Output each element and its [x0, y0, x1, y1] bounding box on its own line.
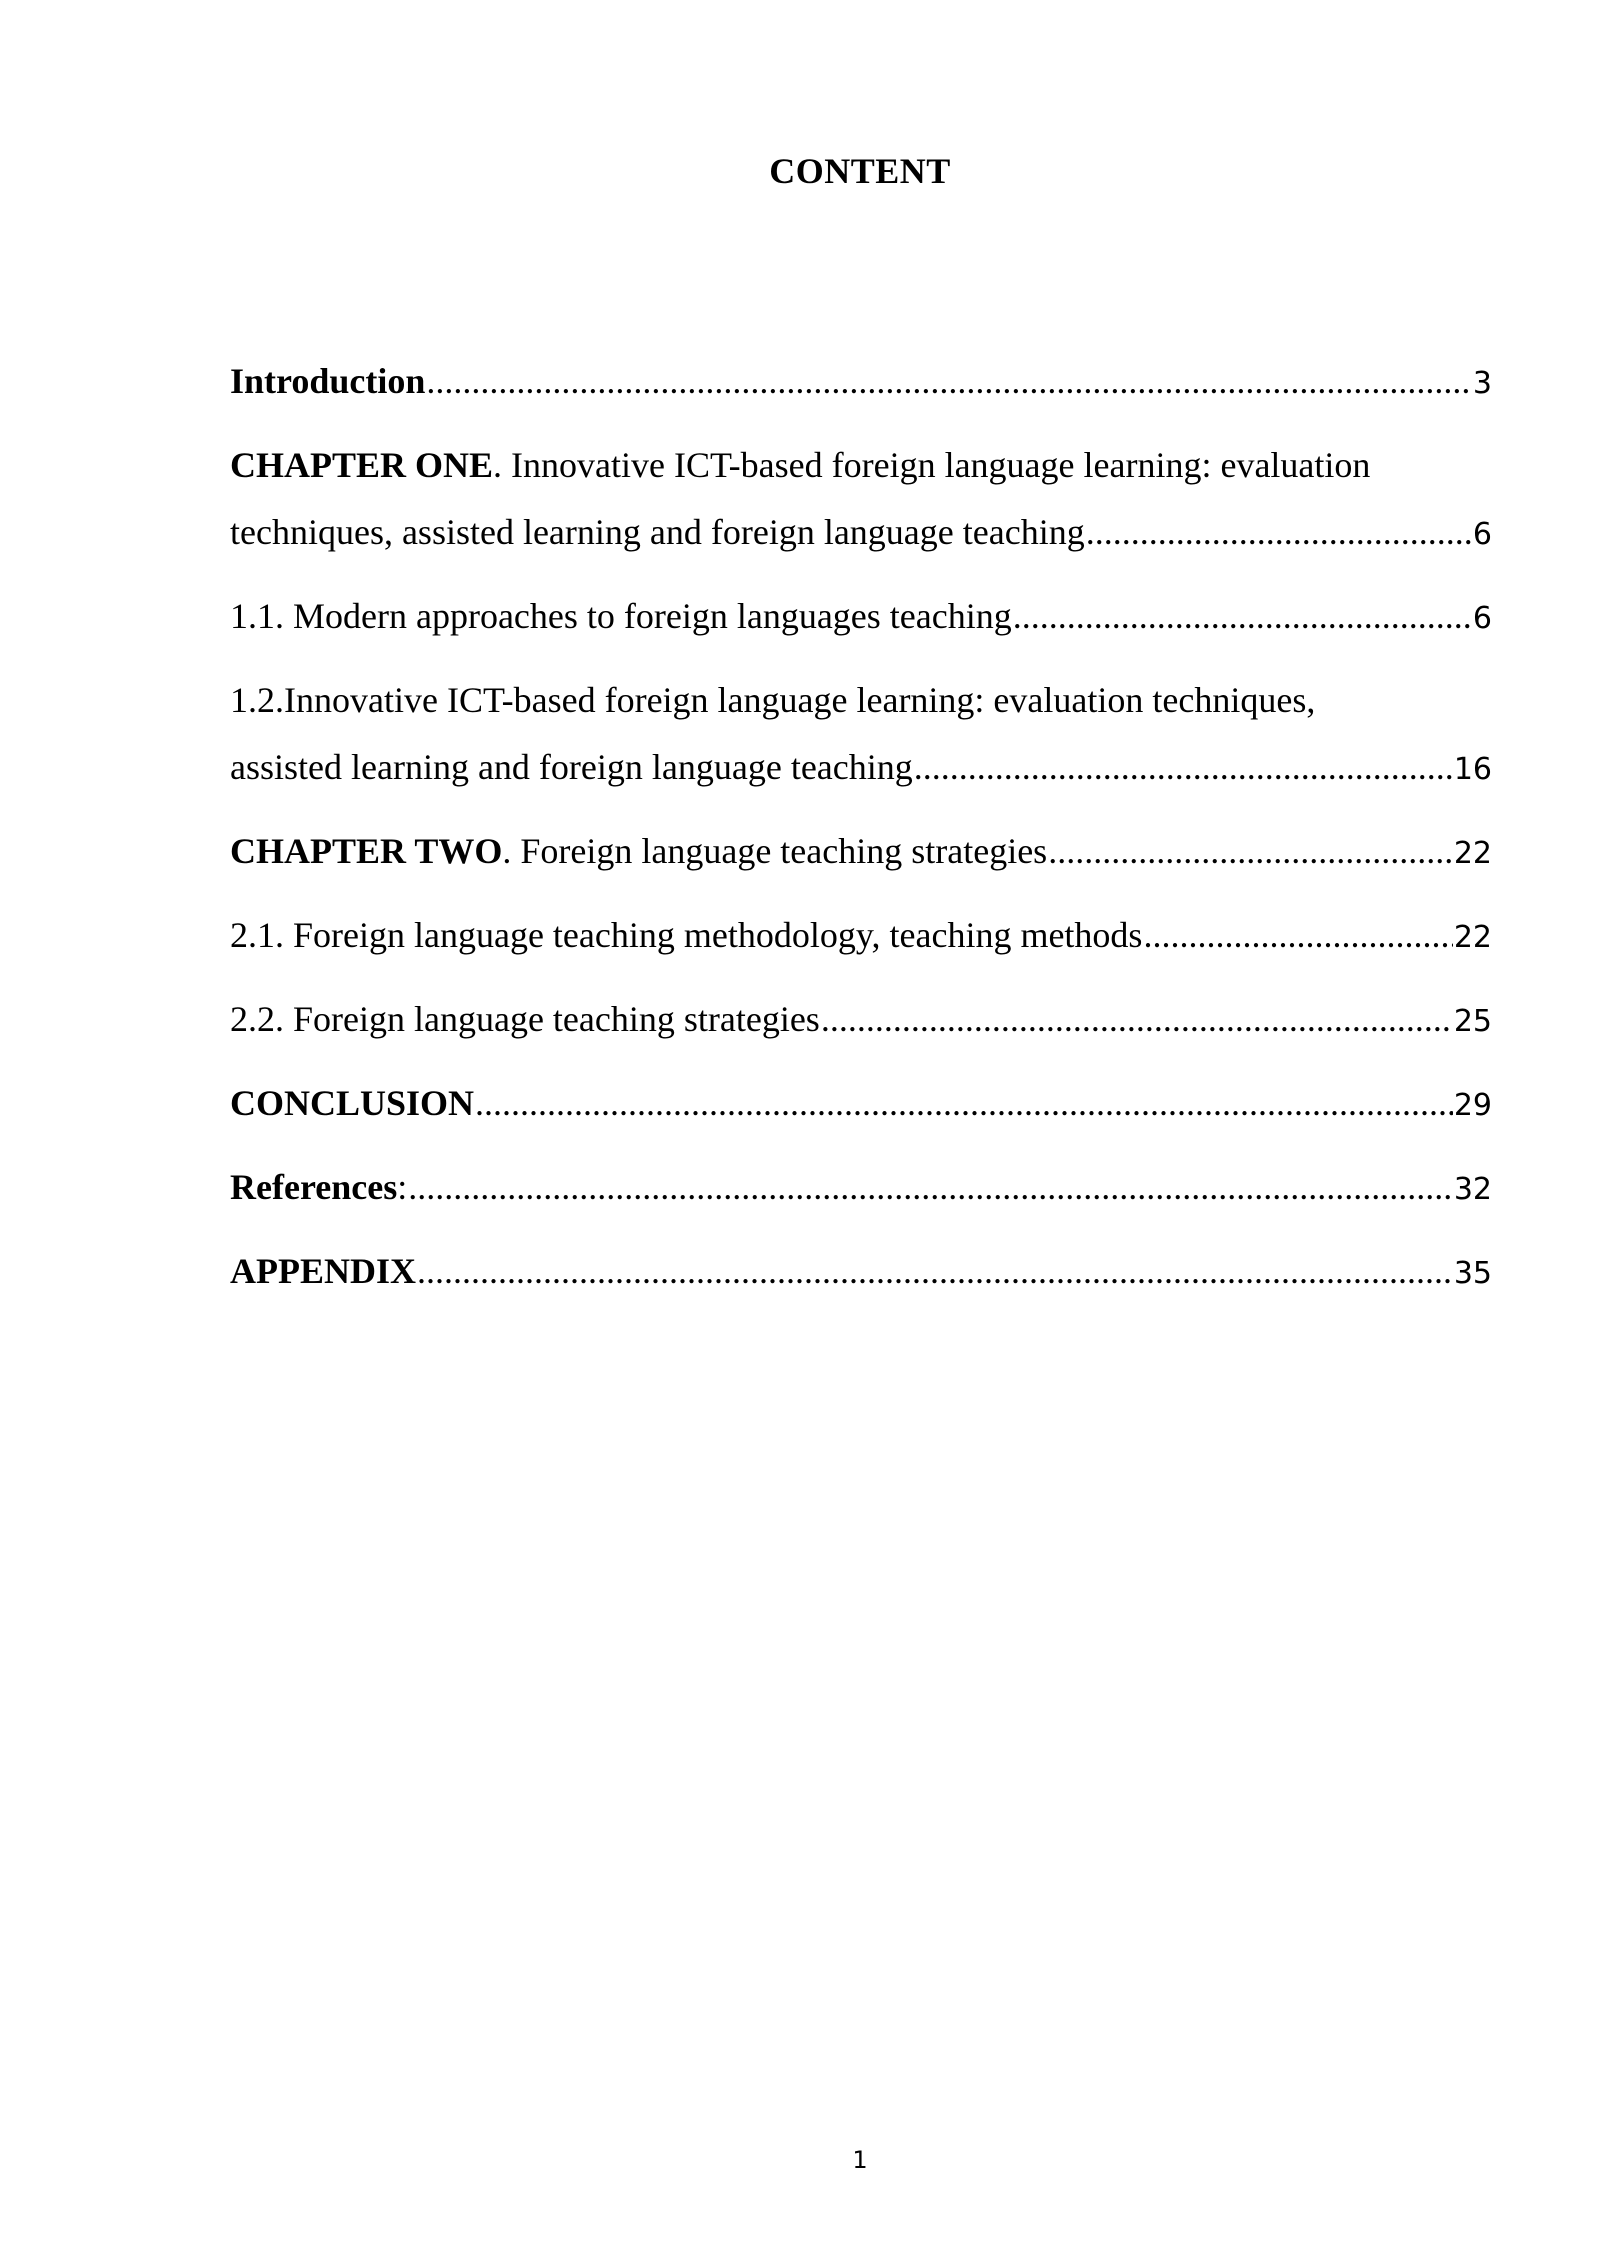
toc-heading-chapter-two: CHAPTER TWO — [230, 831, 503, 871]
toc-leader-dots — [1013, 583, 1472, 650]
table-of-contents — [230, 348, 1492, 1322]
toc-page-number: 16 — [1453, 752, 1492, 787]
toc-heading-conclusion: CONCLUSION — [230, 1083, 475, 1123]
toc-leader-dots — [1086, 499, 1472, 566]
toc-heading-chapter-one: CHAPTER ONE — [230, 445, 494, 485]
toc-leader-dots — [426, 348, 1472, 415]
toc-leader-dots — [1143, 902, 1452, 969]
toc-text-section-1-2-line1: 1.2.Innovative ICT-based foreign language learning: evaluation techniques, — [230, 680, 1316, 720]
toc-page-number: 35 — [1453, 1256, 1492, 1291]
toc-entry-section-2-1 — [230, 902, 1492, 971]
toc-entry-chapter-one — [230, 432, 1492, 568]
toc-page-number: 29 — [1453, 1088, 1492, 1123]
toc-leader-dots — [417, 1238, 1453, 1305]
toc-entry-appendix — [230, 1238, 1492, 1307]
toc-entry-chapter-two — [230, 818, 1492, 887]
toc-text-chapter-one-line2: techniques, assisted learning and foreign language teaching — [230, 512, 1085, 552]
toc-leader-dots — [1048, 818, 1453, 885]
toc-heading-appendix: APPENDIX — [230, 1251, 416, 1291]
toc-text-chapter-two: . Foreign language teaching strategies — [502, 831, 1048, 871]
toc-text-section-2-1: 2.1. Foreign language teaching methodology, teaching methods — [230, 915, 1143, 955]
toc-text-section-2-2: 2.2. Foreign language teaching strategies — [230, 999, 820, 1039]
toc-heading-references: References — [230, 1167, 398, 1207]
toc-page-number: 6 — [1472, 517, 1492, 552]
toc-page-number: 6 — [1472, 601, 1492, 636]
toc-entry-section-1-2 — [230, 667, 1492, 803]
toc-entry-section-1-1 — [230, 583, 1492, 652]
toc-page-number: 3 — [1472, 366, 1492, 401]
toc-leader-dots — [408, 1154, 1453, 1221]
toc-heading-introduction: Introduction — [230, 361, 426, 401]
toc-text-references: : — [397, 1167, 408, 1207]
toc-page-number: 22 — [1453, 920, 1492, 955]
toc-leader-dots — [475, 1070, 1453, 1137]
toc-page-number: 32 — [1453, 1172, 1492, 1207]
toc-entry-introduction — [230, 348, 1492, 417]
toc-entry-references — [230, 1154, 1492, 1223]
toc-entry-section-2-2 — [230, 986, 1492, 1055]
page-footer-number: 1 — [852, 2146, 868, 2174]
toc-text-chapter-one-line1: . Innovative ICT-based foreign language learning: evaluation — [493, 445, 1371, 485]
toc-entry-conclusion — [230, 1070, 1492, 1139]
toc-leader-dots — [821, 986, 1453, 1053]
toc-text-section-1-2-line2: assisted learning and foreign language teaching — [230, 747, 913, 787]
toc-text-section-1-1: 1.1. Modern approaches to foreign languages teaching — [230, 596, 1012, 636]
toc-page-number: 25 — [1453, 1004, 1492, 1039]
toc-page-number: 22 — [1453, 836, 1492, 871]
page-title: CONTENT — [769, 151, 951, 191]
toc-leader-dots — [914, 734, 1453, 801]
